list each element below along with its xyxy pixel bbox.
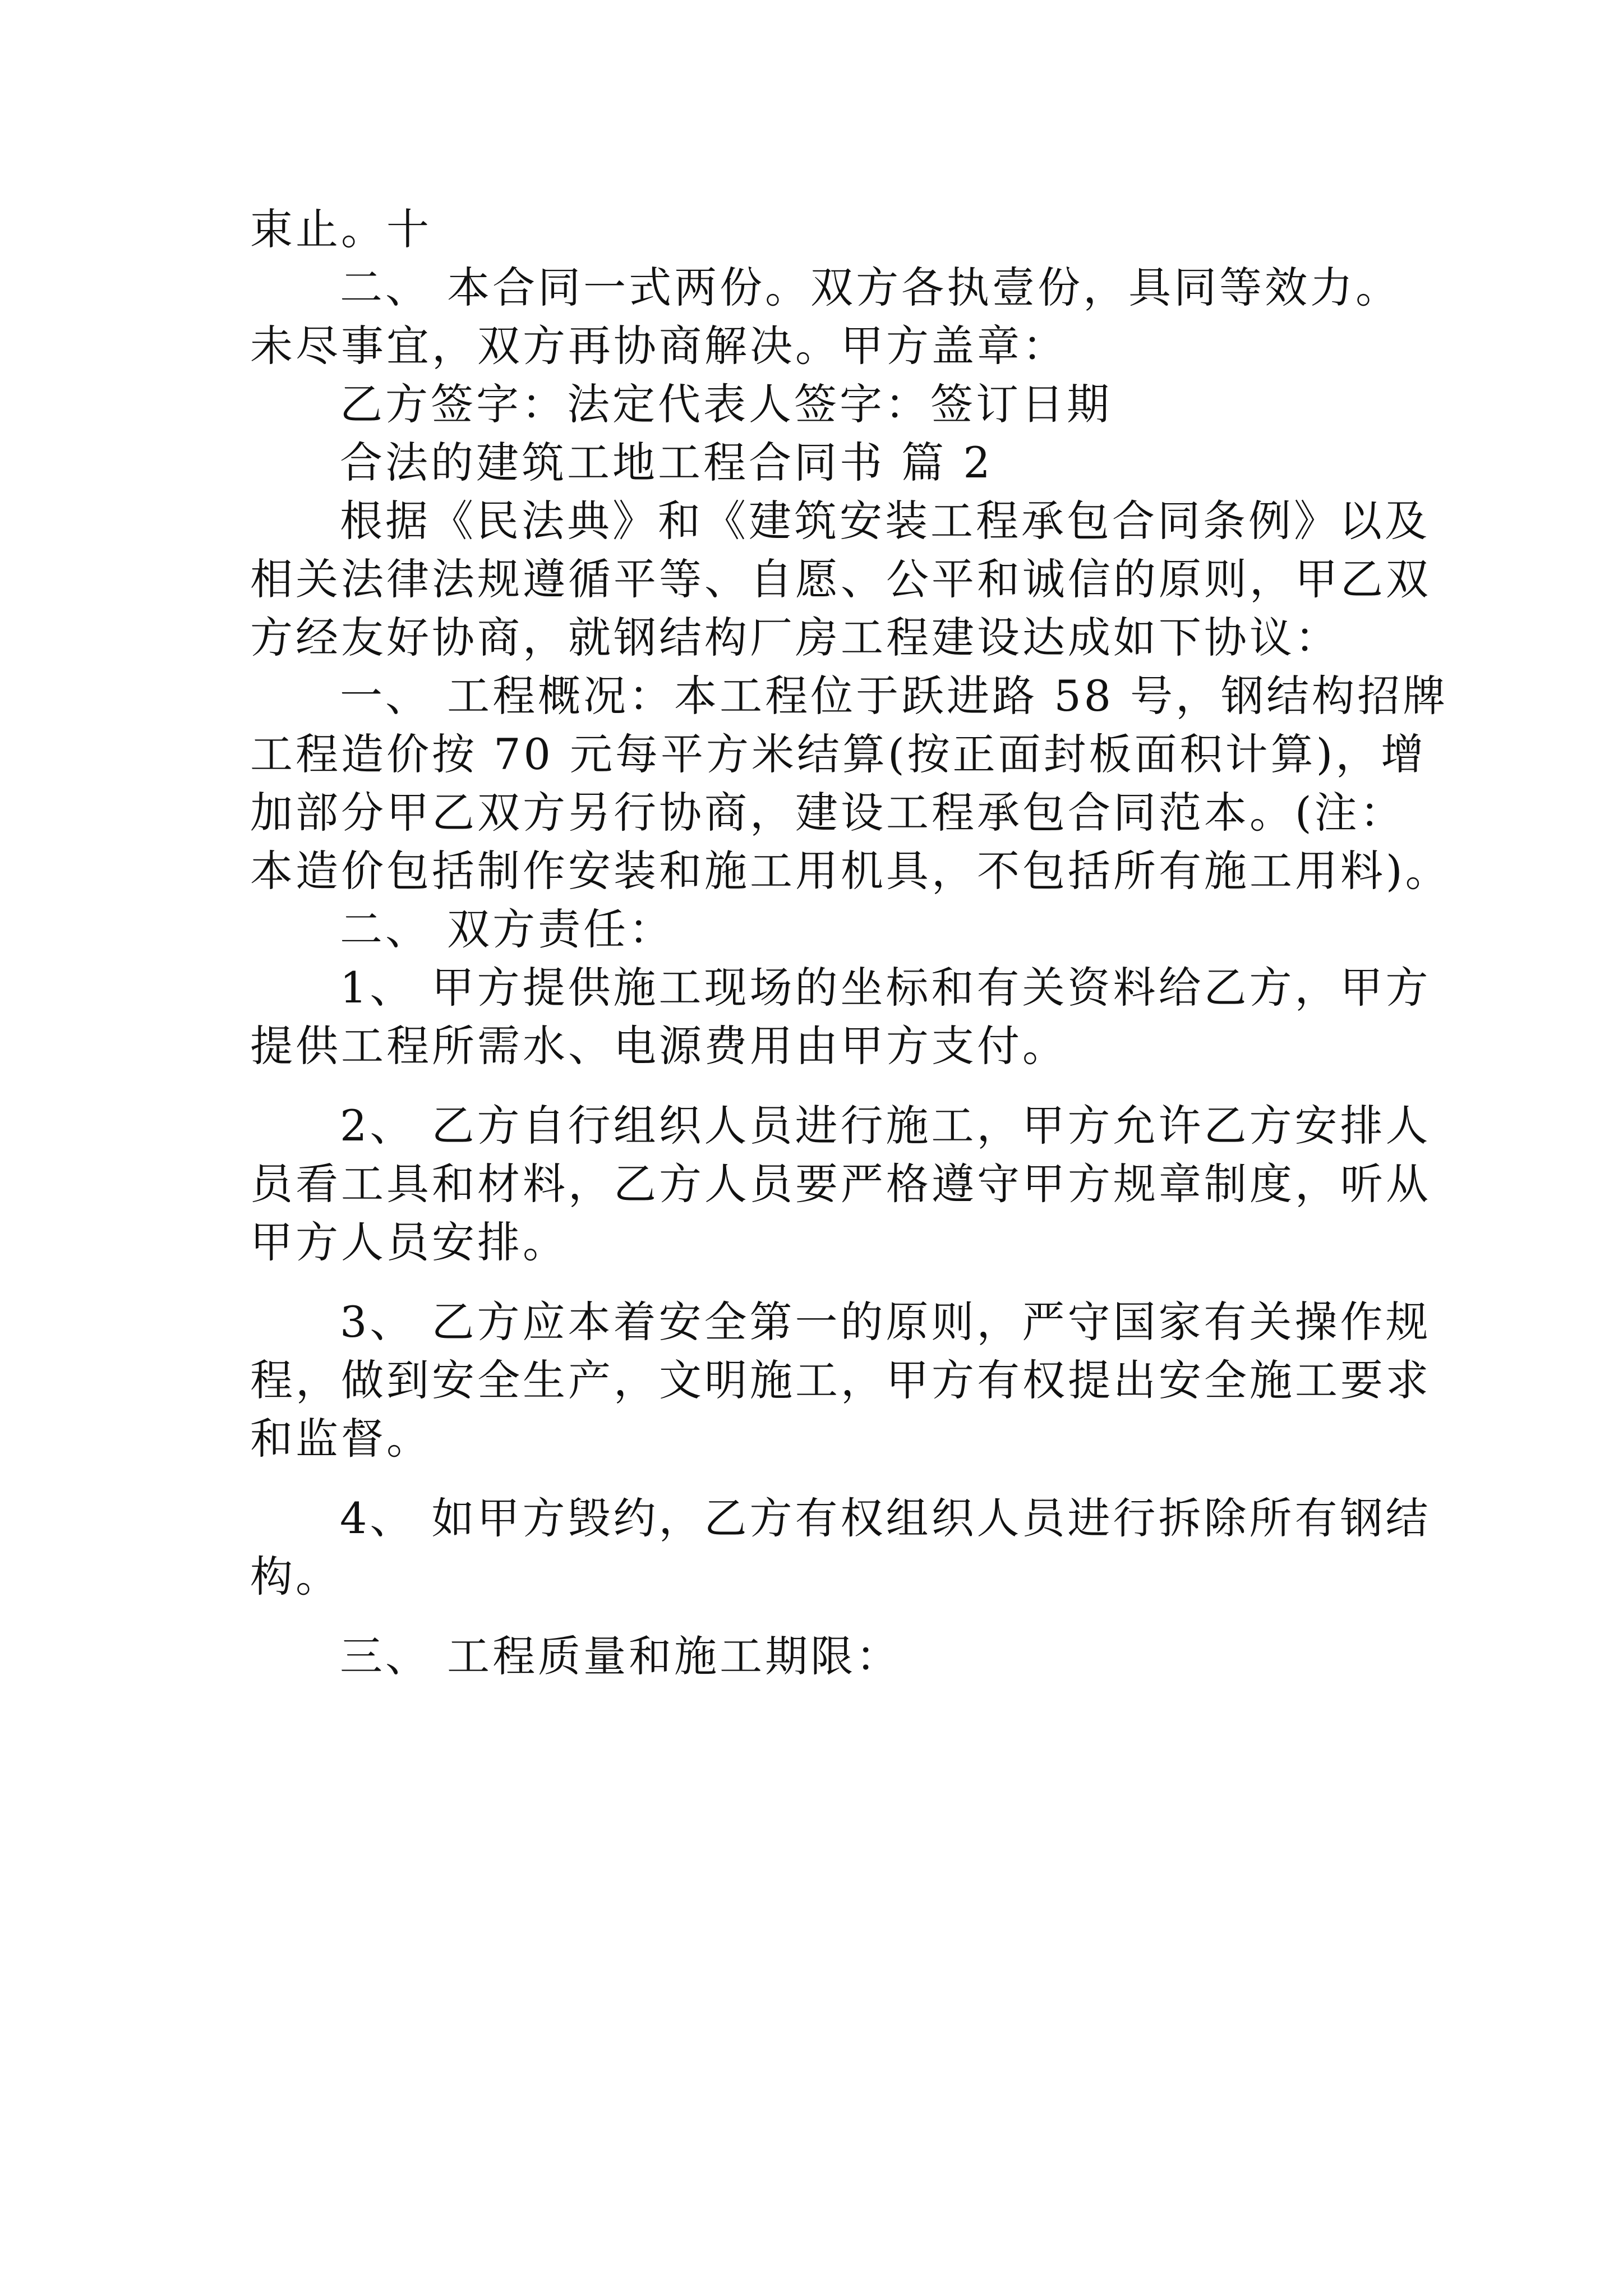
text-line: 和监督。: [250, 1414, 432, 1464]
text-line: 2、 乙方自行组织人员进行施工，甲方允许乙方安排人: [340, 1101, 1431, 1151]
text-line: 根据《民法典》和《建筑安装工程承包合同条例》以及: [340, 496, 1430, 546]
text-line: 一、 工程概况：本工程位于跃进路 58 号，钢结构招牌: [340, 671, 1449, 721]
text-line: 乙方签字：法定代表人签字：签订日期: [340, 379, 1112, 429]
section-heading: 合法的建筑工地工程合同书 篇 2: [340, 438, 993, 487]
text-line: 甲方人员安排。: [250, 1217, 568, 1267]
text-line: 工程造价按 70 元每平方米结算(按正面封板面积计算)，增: [250, 729, 1427, 779]
text-line: 未尽事宜，双方再协商解决。甲方盖章：: [250, 321, 1068, 371]
text-line: 加部分甲乙双方另行协商，建设工程承包合同范本。(注：: [250, 788, 1405, 838]
text-line: 3、 乙方应本着安全第一的原则，严守国家有关操作规: [340, 1297, 1431, 1347]
text-line: 二、 双方责任：: [340, 904, 675, 954]
text-line: 构。: [250, 1552, 341, 1602]
text-line: 方经友好协商，就钢结构厂房工程建设达成如下协议：: [250, 613, 1340, 662]
text-line: 程，做到安全生产，文明施工，甲方有权提出安全施工要求: [250, 1355, 1431, 1405]
text-line: 提供工程所需水、电源费用由甲方支付。: [250, 1021, 1068, 1071]
text-line: 二、 本合同一式两份。双方各执壹份，具同等效力。: [340, 263, 1401, 312]
text-line: 三、 工程质量和施工期限：: [340, 1631, 902, 1681]
text-line: 本造价包括制作安装和施工用机具，不包括所有施工用料)。: [250, 846, 1451, 896]
text-line: 4、 如甲方毁约，乙方有权组织人员进行拆除所有钢结: [340, 1493, 1431, 1543]
document-body: [250, 202, 1451, 1684]
text-line: 束止。十: [250, 204, 432, 254]
text-line: 相关法律法规遵循平等、自愿、公平和诚信的原则，甲乙双: [250, 554, 1431, 604]
text-line: 员看工具和材料，乙方人员要严格遵守甲方规章制度，听从: [250, 1159, 1431, 1209]
text-line: 1、 甲方提供施工现场的坐标和有关资料给乙方，甲方: [340, 963, 1431, 1013]
